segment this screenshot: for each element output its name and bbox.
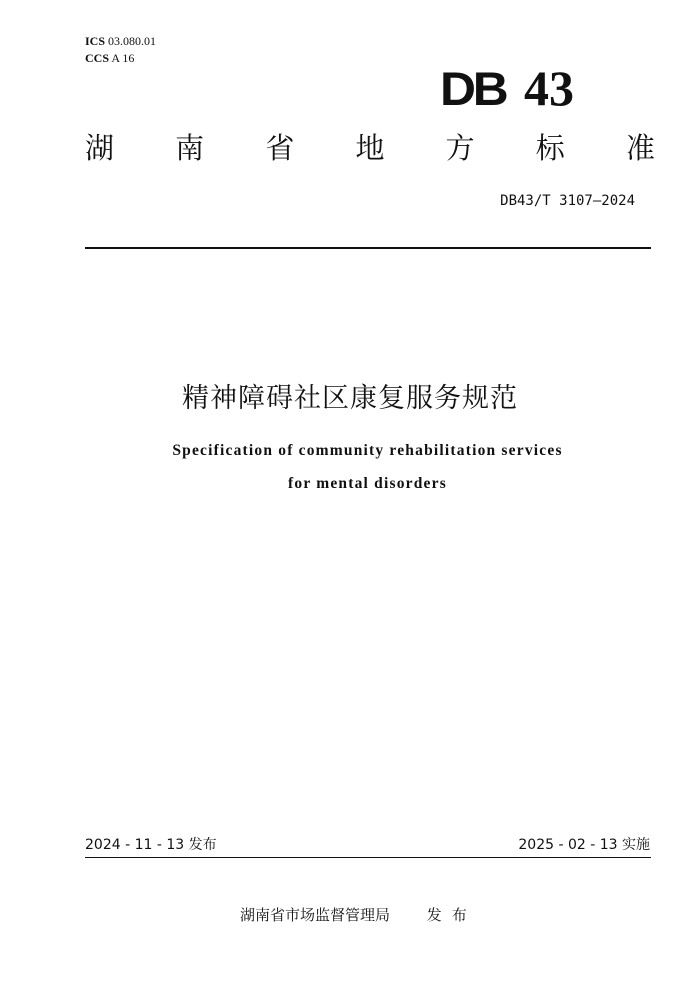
ics-label: ICS [85,34,106,48]
bottom-divider [85,857,651,858]
classification-codes [85,33,156,67]
province-title-char: 准 [625,131,655,165]
standard-number: DB43/T 3107—2024 [500,193,635,209]
province-title-char: 湖 [85,131,115,165]
issue-label: 发布 [426,906,477,924]
ics-code [85,33,156,50]
ccs-code [85,50,156,67]
issuer-name: 湖南省市场监督管理局 [240,906,391,924]
issue-date: 2024 - 11 - 13 发布 [85,837,217,853]
ccs-label: CCS [85,51,110,65]
db-mark: DB [440,62,506,115]
province-standard-title [85,130,655,166]
ccs-value: A 16 [111,51,135,65]
province-title-char: 方 [445,131,475,165]
top-divider [85,247,651,249]
english-title-line-1: Specification of community rehabilitation services [172,442,563,459]
implementation-date: 2025 - 02 - 13 实施 [518,837,650,853]
province-title-char: 地 [355,131,385,165]
db43-logo [440,60,600,116]
ics-value: 03.080.01 [108,34,157,48]
province-title-char: 南 [175,131,205,165]
province-title-char: 省 [265,131,295,165]
db-province-number: 43 [524,60,574,116]
province-title-char: 标 [535,131,565,165]
issuing-authority [240,905,477,925]
english-title-line-2: for mental disorders [288,475,447,492]
chinese-title: 精神障碍社区康复服务规范 [182,383,518,414]
